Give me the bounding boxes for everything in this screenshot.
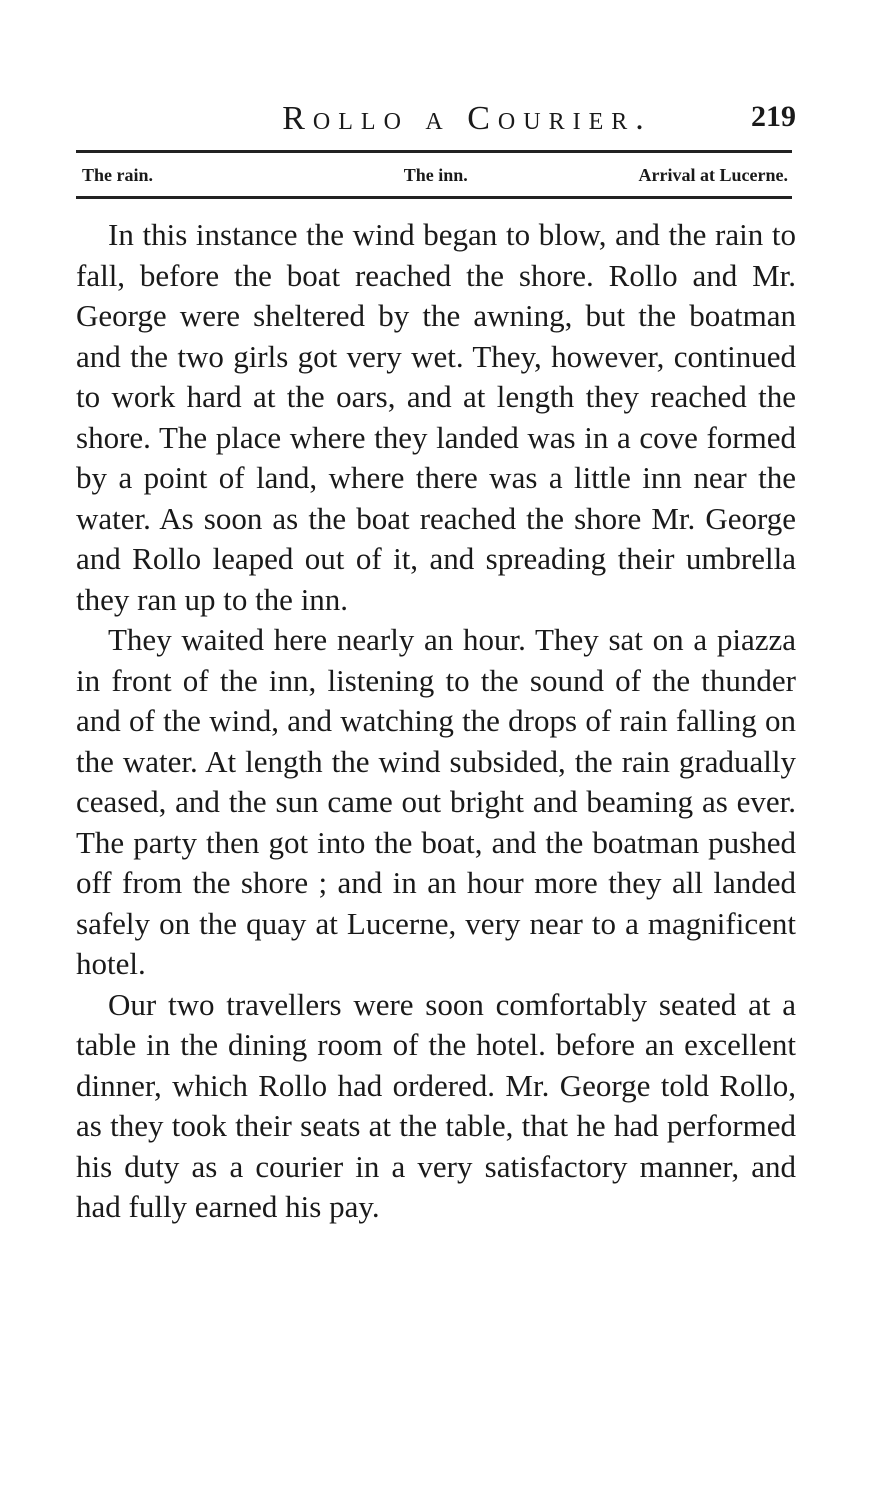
running-head <box>76 92 798 142</box>
running-title: Rollo a Courier. <box>282 100 652 137</box>
book-page <box>76 92 798 1224</box>
topic-headings <box>82 160 788 190</box>
paragraph-1: In this instance the wind began to blow, and the rain to fall, before the boat reached the shore. Rollo and Mr. George were sheltered by the awning, but the boatman and the two girls got very wet. They, however, continued to work hard at the oars, and at length they reached the shore. The place where they landed was in a cove formed by a point of land, where there was a little inn near the water. As soon as the boat reached the shore Mr. George and Rollo leaped out of it, and spreading their umbrella they ran up to the inn. <box>76 217 796 617</box>
page-number: 219 <box>751 100 796 133</box>
topic-rain: The rain. <box>82 164 154 185</box>
paragraph-3: Our two travellers were soon comfortably seated at a table in the dining room of the hotel. before an excellent dinner, which Rollo had ordered. Mr. George told Rollo, as they took their seats at the table, that he had performed his duty as a courier in a very satisfactory manner, and had fully earned his pay. <box>76 986 796 1224</box>
body-text <box>76 215 796 1228</box>
paragraph-2: They waited here nearly an hour. They sat on a piazza in front of the inn, listening to the sound of the thunder and of the wind, and watching the drops of rain falling on the water. At length the wind subsided, the rain gradually ceased, and the sun came out bright and beaming as ever. The party then got into the boat, and the boatman pushed off from the shore ; and in an hour more they all landed safely on the quay at Lucerne, very near to a magnificent hotel. <box>76 622 796 981</box>
topic-inn: The inn. <box>403 164 468 185</box>
top-rule <box>76 150 792 153</box>
topic-arrival: Arrival at Lucerne. <box>638 164 788 185</box>
bottom-rule <box>76 196 792 199</box>
